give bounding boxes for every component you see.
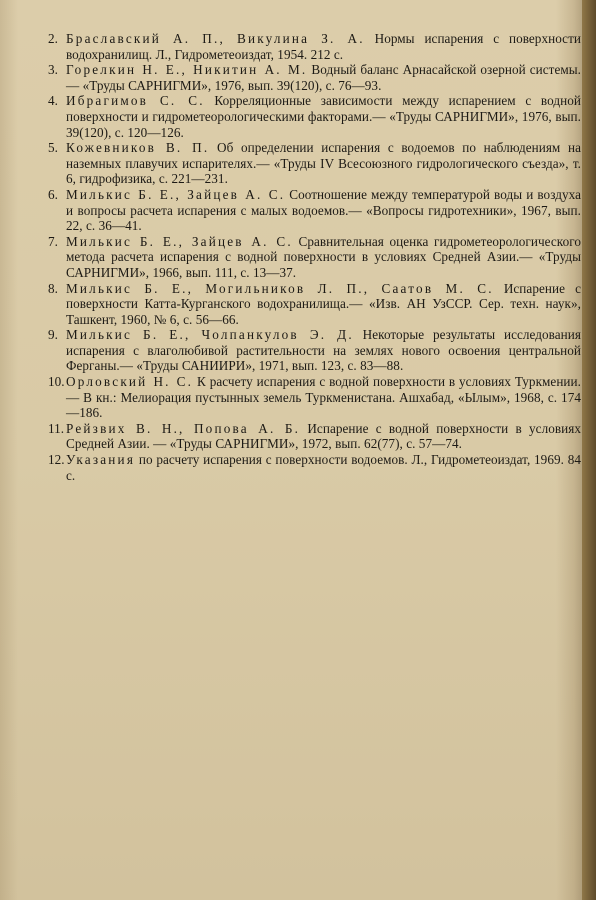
reference-text: Некоторые результаты исследования испарения с влаголюбивой растительности на землях нового освоения центральной Ферганы.— «Труды САНИИРИ», 1971, вып. 123, с. 83—88. [66,327,581,374]
reference-item [48,93,581,140]
reference-text: Корреляционные зависимости между испарением с водной поверхности и гидрометеорологическими факторами.— «Труды САРНИГМИ», 1976, вып. 39(120), с. 120—126. [66,93,581,140]
reference-number: 8. [48,280,58,296]
reference-number: 5. [48,140,58,156]
reference-number: 11. [48,420,64,436]
reference-number: 2. [48,31,58,46]
reference-number: 3. [48,62,58,78]
reference-item [48,31,581,62]
reference-authors: Горелкин Н. Е., Никитин А. М. [66,62,308,78]
reference-text: Водный баланс Арнасайской озерной системы. — «Труды САРНИГМИ», 1976, вып. 39(120), с. 76—93. [66,62,581,93]
reference-text: Испарение с водной поверхности в условиях Средней Азии. — «Труды САРНИГМИ», 1972, вып. 62(77), с. 57—74. [66,420,581,452]
reference-text: К расчету испарения с водной поверхности в условиях Туркмении.— В кн.: Мелиорация пустынных земель Туркменистана. Ашхабад, «Ылым», 1968, с. 174—186. [66,374,581,421]
reference-text: Испарение с поверхности Катта-Курганского водохранилища.— «Изв. АН УзССР. Сер. техн. наук», Ташкент, 1960, № 6, с. 56—66. [66,280,582,327]
reference-item [48,374,581,421]
reference-number: 7. [48,233,58,249]
reference-number: 6. [48,186,58,202]
reference-item [48,421,581,452]
reference-text: Сравнительная оценка гидрометеорологического метода расчета испарения с водной поверхности в условиях Средней Азии.— «Труды САРНИГМИ», 1966, вып. 111, с. 13—37. [66,233,581,280]
reference-item [48,62,581,93]
reference-text: Об определении испарения с водоемов по наблюдениям на наземных плавучих испарителях.— «Труды IV Всесоюзного гидрологического съезда», т. 6, гидрофизика, с. 221—231. [66,140,581,187]
reference-authors: Милькис Б. Е., Зайцев А. С. [66,186,286,202]
reference-authors: Ибрагимов С. С. [66,93,205,109]
reference-item [48,140,581,187]
reference-number: 12. [48,452,65,468]
reference-authors: Милькис Б. Е., Чолпанкулов Э. Д. [66,327,354,343]
reference-number: 9. [48,327,58,343]
reference-item [48,281,581,328]
reference-authors: Милькис Б. Е., Могильников Л. П., Саатов М. С. [66,280,494,296]
page-spine-shadow [582,0,596,900]
reference-authors: Орловский Н. С. [66,374,194,390]
reference-authors: Рейзвих В. Н., Попова А. Б. [66,420,301,436]
reference-authors: Кожевников В. П. [66,140,210,156]
reference-item [48,452,581,483]
reference-item [48,187,581,234]
reference-authors: Милькис Б. Е., Зайцев А. С. [66,233,293,249]
reference-item [48,234,581,281]
reference-item [48,327,581,374]
reference-number: 4. [48,93,58,109]
reference-text: Нормы испарения с поверхности водохранилищ. Л., Гидрометеоиздат, 1954. 212 с. [66,31,582,62]
reference-list [48,31,581,483]
reference-number: 10. [48,374,65,390]
reference-authors: Указания [66,452,136,468]
reference-authors: Браславский А. П., Викулина З. А. [66,31,365,46]
reference-text: по расчету испарения с поверхности водоемов. Л., Гидрометеоиздат, 1969. 84 с. [66,452,581,483]
reference-text: Соотношение между температурой воды и воздуха и вопросы расчета испарения с малых водоемов.— «Вопросы гидротехники», 1967, вып. 22, с. 36—41. [66,186,581,234]
